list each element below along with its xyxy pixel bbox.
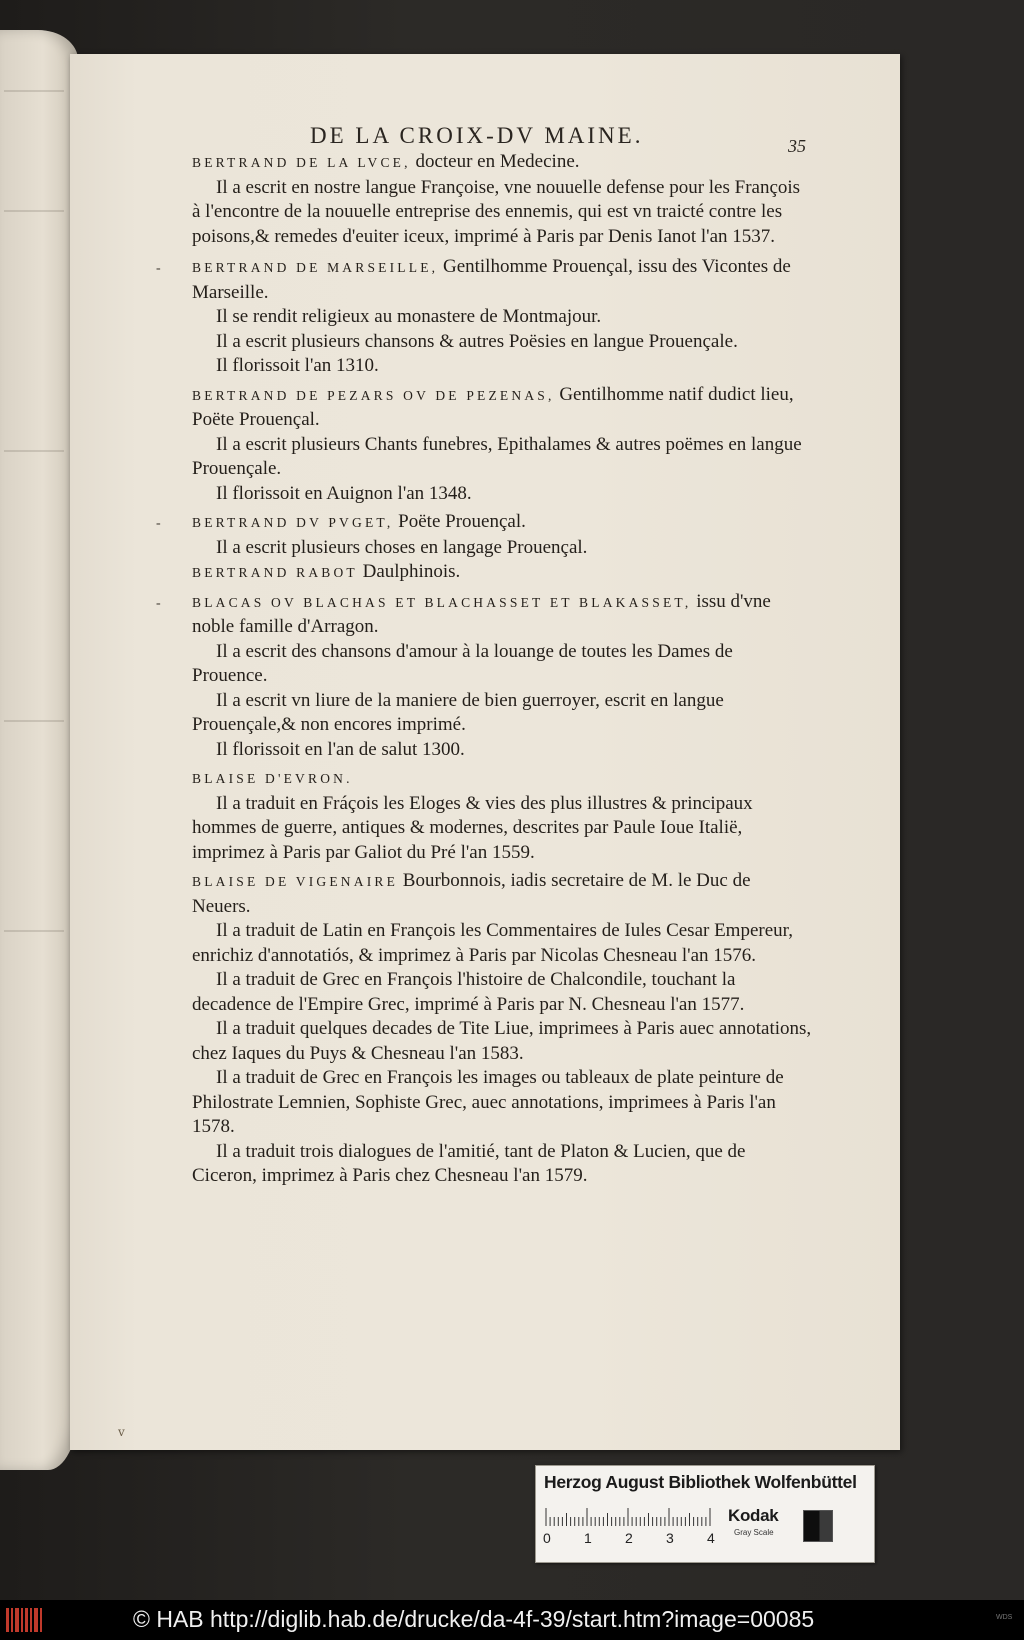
ruler-number: 2 bbox=[625, 1530, 633, 1546]
entry-paragraph: Il a escrit des chansons d'amour à la louange de toutes les Dames de Prouence. bbox=[192, 640, 733, 686]
biographical-entry bbox=[172, 766, 812, 865]
biographical-entry bbox=[172, 383, 812, 507]
entry-paragraph: Il a escrit plusieurs Chants funebres, Epithalames & autres poëmes en langue Prouençale. bbox=[192, 433, 802, 479]
card-title: Herzog August Bibliothek Wolfenbüttel bbox=[544, 1472, 857, 1492]
marginal-mark: - bbox=[156, 595, 161, 611]
entry-paragraph: Il a escrit plusieurs chansons & autres Poësies en langue Prouençale. bbox=[216, 330, 738, 352]
footer-bar bbox=[0, 1600, 1024, 1640]
scale-ruler bbox=[542, 1506, 715, 1546]
entry-paragraph: Il a traduit en Fráçois les Eloges & vies des plus illustres & principaux hommes de guerre, antiques & modernes, descrites par Paule Ioue Italië, imprimez à Paris par Galiot du Pré l'an 1559. bbox=[192, 792, 753, 863]
marginal-mark: - bbox=[156, 261, 161, 276]
entry-heading bbox=[172, 510, 812, 536]
entry-paragraph: Il a escrit vn liure de la maniere de bien guerroyer, escrit en langue Prouençale,& non encores imprimé. bbox=[192, 689, 724, 735]
facing-page-text-ghost bbox=[4, 90, 64, 92]
entry-paragraph: Il florissoit l'an 1310. bbox=[216, 355, 379, 376]
author-name: BERTRAND DE PEZARS OV DE PEZENAS, bbox=[192, 387, 555, 403]
biographical-entry bbox=[156, 255, 812, 379]
footer-source-link[interactable]: © HAB http://diglib.hab.de/drucke/da-4f-39/start.htm?image=00085 bbox=[133, 1606, 815, 1632]
gray-scale-label: Gray Scale bbox=[734, 1528, 774, 1537]
ink-speck: v bbox=[118, 1425, 125, 1439]
entry-heading bbox=[172, 150, 812, 176]
entry-heading bbox=[172, 383, 812, 433]
author-name: BLAISE DE VIGENAIRE bbox=[192, 874, 399, 889]
ruler-number: 4 bbox=[707, 1530, 715, 1546]
author-name: BERTRAND DV PVGET, bbox=[192, 515, 394, 530]
entry-paragraph: Il a escrit en nostre langue Françoise, vne nouuelle defense pour les François à l'encontre de la nouuelle entreprise des ennemis, qui est vn traicté contre les poisons,& remedes d'euiter iceux, imprimé à Paris par Denis Ianot l'an 1537. bbox=[192, 176, 801, 247]
entry-paragraph: Il a traduit quelques decades de Tite Liue, imprimees à Paris auec annotations, chez Iaques du Puys & Chesneau l'an 1583. bbox=[192, 1018, 812, 1064]
entry-paragraph: Il a traduit de Latin en François les Commentaires de Iules Cesar Empereur, enrichiz d'annotatiós, & imprimez à Paris par Nicolas Chesneau l'an 1576. bbox=[192, 920, 793, 966]
author-description: Daulphinois. bbox=[357, 561, 461, 582]
facing-page-text-ghost bbox=[4, 450, 64, 452]
entry-paragraph: Il a traduit trois dialogues de l'amitié, tant de Platon & Lucien, que de Ciceron, imprimez à Paris chez Chesneau l'an 1579. bbox=[192, 1140, 746, 1186]
facing-page-edge bbox=[0, 30, 78, 1470]
author-name: BERTRAND DE MARSEILLE, bbox=[192, 260, 439, 275]
gray-swatch bbox=[803, 1510, 833, 1542]
author-name: BLACAS OV BLACHAS ET BLACHASSET ET BLAKASSET, bbox=[192, 594, 692, 610]
biographical-entry bbox=[156, 590, 812, 763]
entry-heading bbox=[172, 766, 812, 792]
running-head: DE LA CROIX-DV MAINE. bbox=[310, 123, 644, 148]
ruler-numbers bbox=[542, 1530, 722, 1548]
entry-paragraph: Il florissoit en Auignon l'an 1348. bbox=[216, 482, 472, 504]
ruler-ticks bbox=[542, 1506, 712, 1526]
author-description: Gentilhomme Prouençal, issu des Vicontes de Marseille. bbox=[192, 256, 791, 303]
hab-barcode-logo-icon bbox=[4, 1606, 44, 1634]
page-number: 35 bbox=[788, 136, 806, 156]
entry-heading bbox=[172, 560, 812, 586]
color-calibration-card bbox=[535, 1465, 875, 1563]
author-description: Bourbonnois, iadis secretaire de M. le Duc de Neuers. bbox=[192, 870, 751, 917]
author-description: Poëte Prouençal. bbox=[393, 511, 526, 532]
entry-heading bbox=[172, 255, 812, 305]
entry-heading bbox=[172, 590, 812, 640]
facing-page-text-ghost bbox=[4, 720, 64, 722]
entry-paragraph: Il florissoit en l'an de salut 1300. bbox=[216, 738, 465, 760]
author-description: Gentilhomme natif dudict lieu, Poëte Prouençal. bbox=[192, 383, 794, 430]
biographical-entry bbox=[156, 510, 812, 560]
entry-paragraph: Il a escrit plusieurs choses en langage Prouençal. bbox=[216, 536, 588, 558]
entry-paragraph: Il se rendit religieux au monastere de Montmajour. bbox=[216, 306, 602, 327]
biographical-entry bbox=[172, 869, 812, 1189]
entry-paragraph: Il a traduit de Grec en François l'histoire de Chalcondile, touchant la decadence de l'Empire Grec, imprimé à Paris par N. Chesneau l'an 1577. bbox=[192, 969, 745, 1015]
author-description: issu d'vne noble famille d'Arragon. bbox=[192, 590, 771, 637]
ruler-number: 3 bbox=[666, 1530, 674, 1546]
biographical-entry bbox=[172, 150, 812, 249]
author-name: BLAISE D'EVRON. bbox=[192, 771, 353, 786]
kodak-brand: Kodak bbox=[728, 1506, 779, 1525]
marginal-mark: - bbox=[156, 516, 161, 531]
page-text-block bbox=[156, 150, 812, 1189]
author-description: docteur en Medecine. bbox=[410, 151, 580, 172]
facing-page-text-ghost bbox=[4, 930, 64, 932]
author-name: BERTRAND RABOT bbox=[192, 565, 358, 580]
ruler-number: 0 bbox=[543, 1530, 551, 1546]
facing-page-text-ghost bbox=[4, 210, 64, 212]
ruler-number: 1 bbox=[584, 1530, 592, 1546]
author-name: BERTRAND DE LA LVCE, bbox=[192, 155, 411, 170]
biographical-entry bbox=[172, 560, 812, 586]
entry-paragraph: Il a traduit de Grec en François les images ou tableaux de plate peinture de Philostrate Lemnien, Sophiste Grec, auec annotations, imprimees à Paris l'an 1578. bbox=[192, 1067, 784, 1137]
footer-mark: WDS bbox=[996, 1614, 1013, 1621]
entry-heading bbox=[172, 869, 812, 919]
